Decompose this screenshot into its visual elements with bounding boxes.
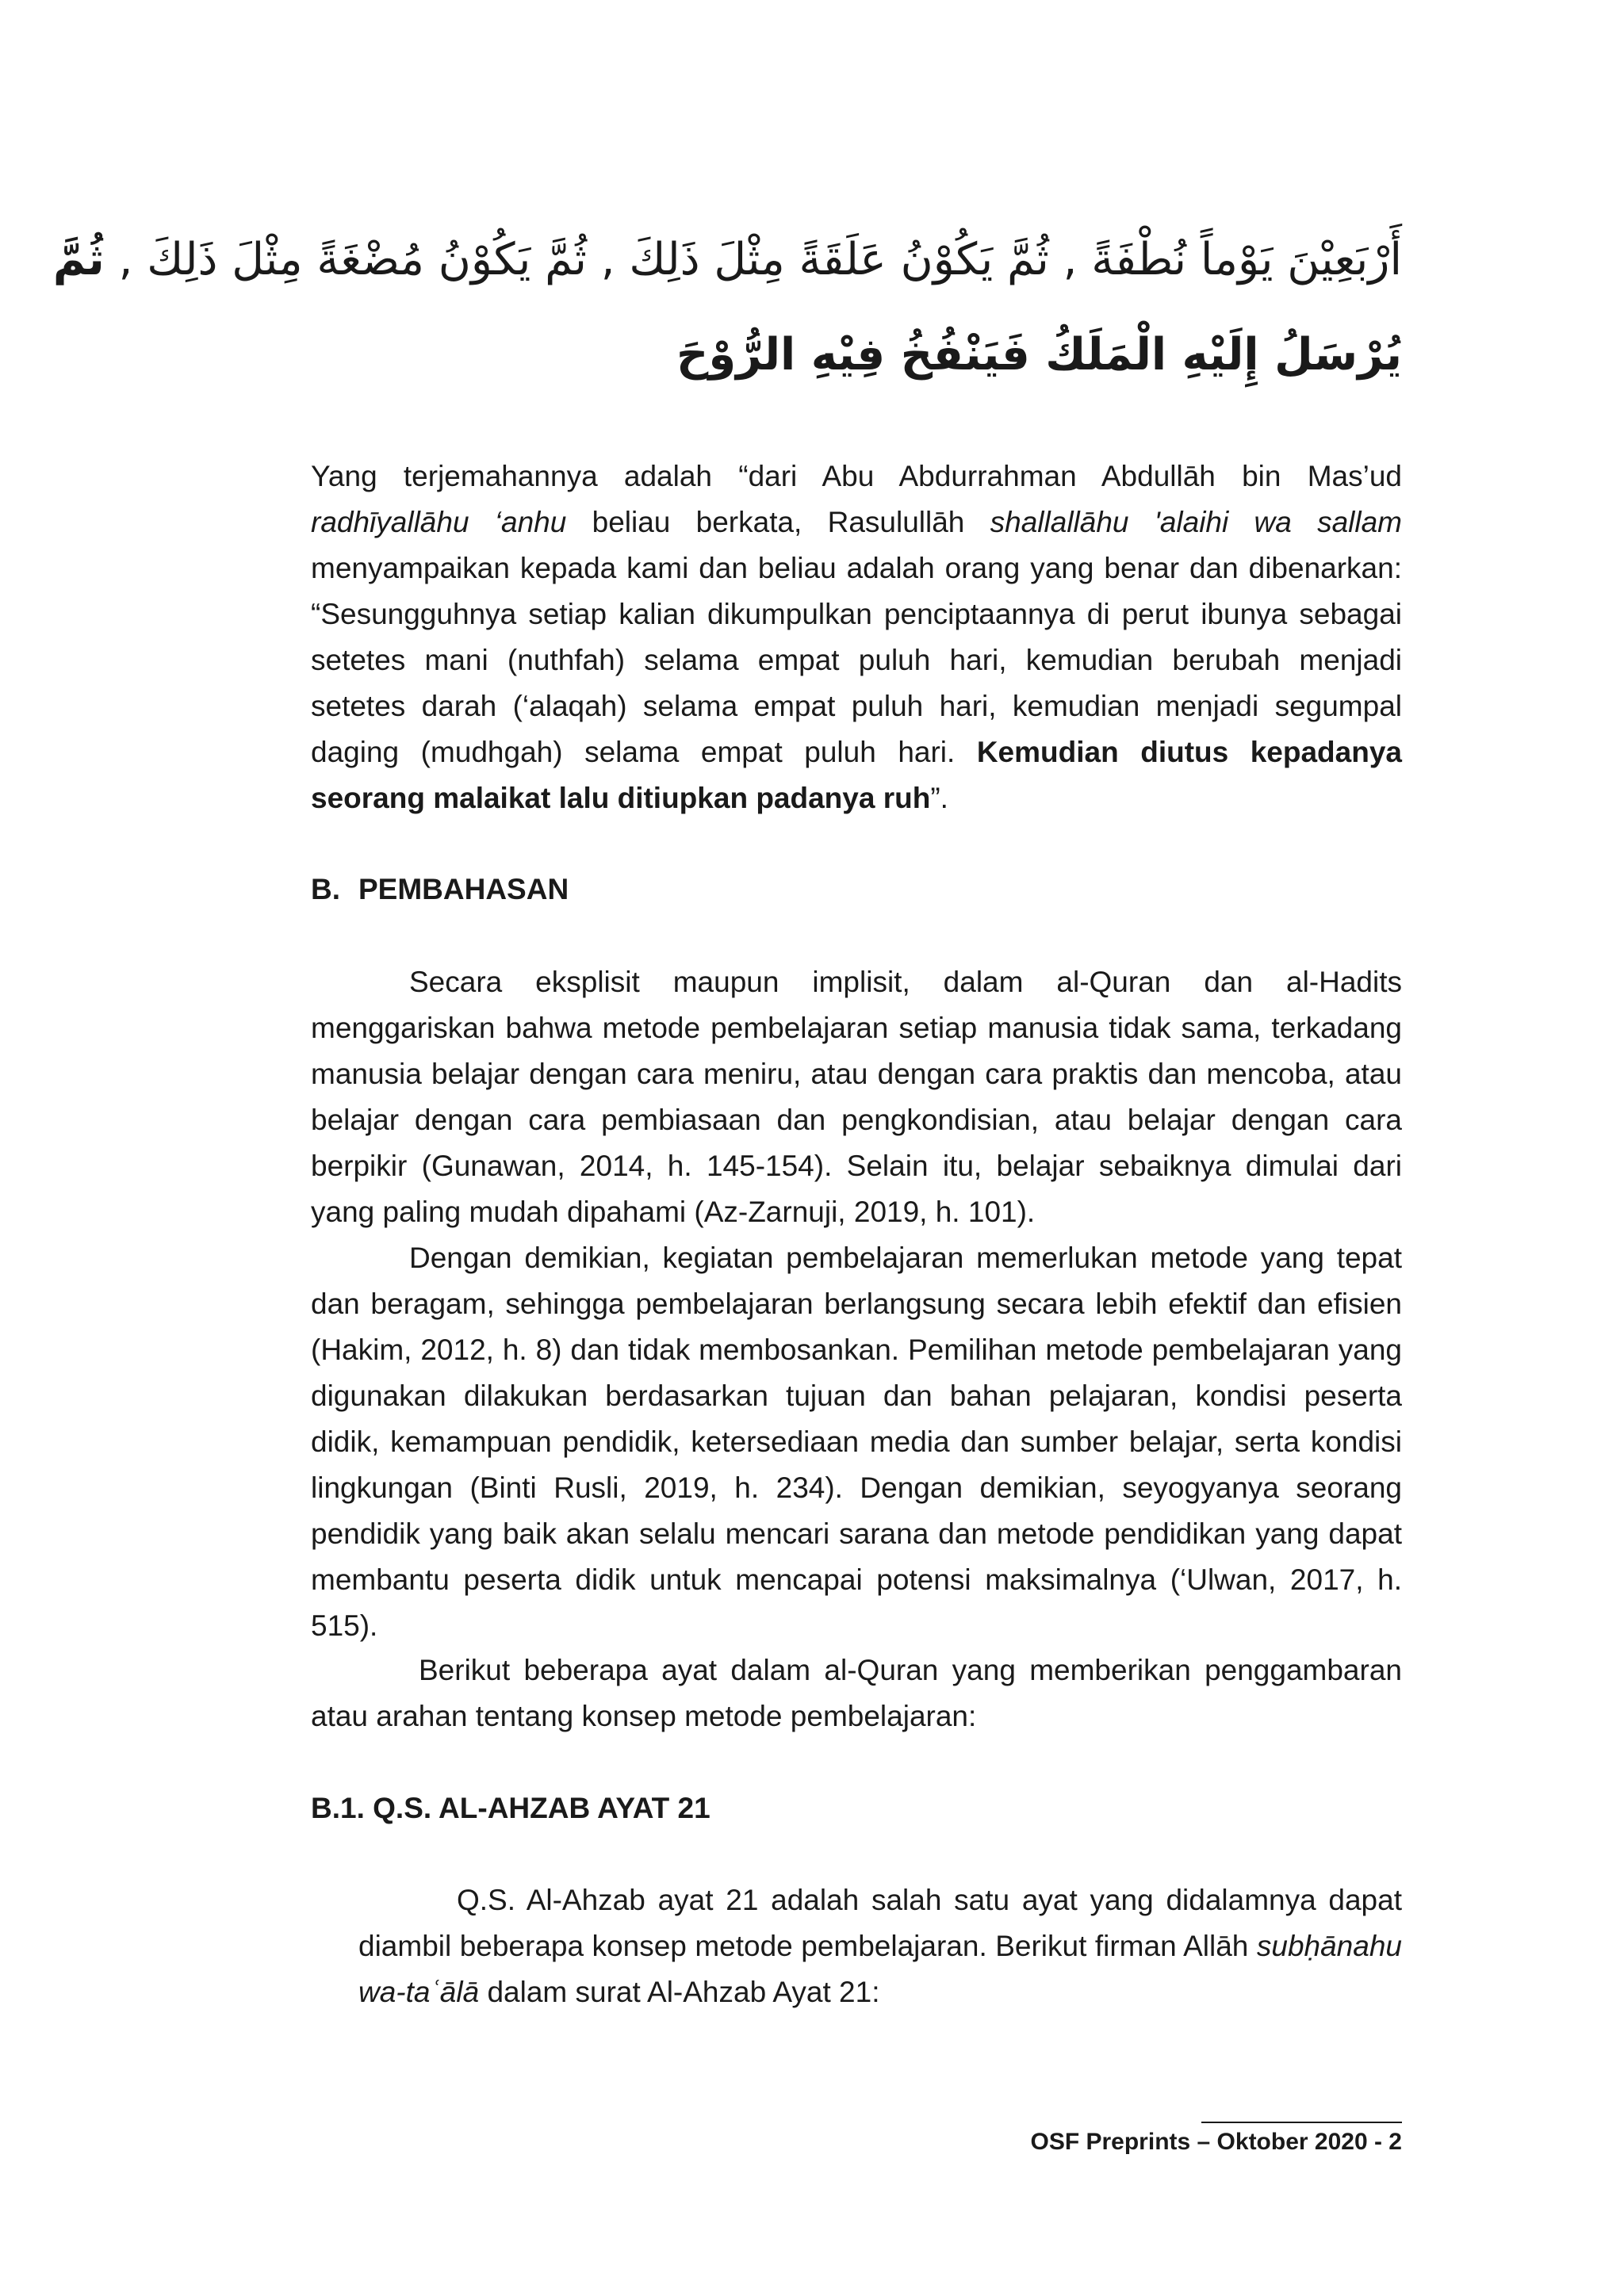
paragraph-text: Secara eksplisit maupun implisit, dalam al-Quran dan al-Hadits menggariskan bahwa metode pembelajaran setiap manusia tidak sama, terkadang manusia belajar dengan cara meniru, atau dengan cara praktis dan mencoba, atau belajar dengan cara pembiasaan dan pengkondisian, atau belajar dengan cara berpikir (Gunawan, 2014, h. 145-154). Selain itu, belajar sebaiknya dimulai dari yang paling mudah dipahami (Az-Zarnuji, 2019, h. 101).: [311, 966, 1402, 1228]
translation-text: menyampaikan kepada kami dan beliau adalah orang yang benar dan dibenarkan: “Sesungguhnya setiap kalian dikumpulkan penciptaannya di perut ibunya sebagai setetes mani (nuthfah) selama empat puluh hari, kemudian berubah menjadi setetes darah (‘alaqah) selama empat puluh hari, kemudian menjadi segumpal daging (mudhgah) selama empat puluh hari.: [311, 552, 1402, 768]
section-title: PEMBAHASAN: [358, 873, 569, 905]
body-paragraph-1: [311, 959, 1402, 1235]
translation-text: Yang terjemahannya adalah “dari Abu Abdurrahman Abdullāh bin Mas’ud: [311, 460, 1402, 492]
translation-bold-phrase: Kemudian diutus kepadanya seorang malaikat lalu ditiupkan padanya ruh: [311, 736, 1402, 814]
hadith-translation-paragraph: [311, 453, 1402, 821]
translation-text: beliau berkata, Rasulullāh: [566, 506, 990, 538]
translation-italic-phrase: radhīyallāhu ‘anhu: [311, 506, 567, 538]
arabic-line-1-end: ثُمَّ: [52, 234, 105, 285]
paragraph-text: dalam surat Al-Ahzab Ayat 21:: [479, 1976, 880, 2008]
paragraph-italic-phrase: subḥānahu wa-taʿālā: [358, 1930, 1402, 2008]
arabic-line-1-text: أَرْبَعِيْنَ يَوْماً نُطْفَةً , ثُمَّ يَكُوْنُ عَلَقَةً مِثْلَ ذَلِكَ , ثُمَّ يَكُوْنُ مُضْغَةً مِثْلَ ذَلِكَ ,: [118, 234, 1402, 285]
footer-page-label: OSF Preprints – Oktober 2020 - 2: [1030, 2129, 1402, 2155]
footer-rule: [1201, 2122, 1402, 2123]
paragraph-text: Q.S. Al-Ahzab ayat 21 adalah salah satu ayat yang didalamnya dapat diambil beberapa konsep metode pembelajaran. Berikut firman Allāh: [358, 1884, 1402, 1962]
arabic-hadith-line-2: يُرْسَلُ إِلَيْهِ الْمَلَكُ فَيَنْفُخُ فِيْهِ الرُّوْحَ: [676, 329, 1402, 381]
paragraph-text: Dengan demikian, kegiatan pembelajaran memerlukan metode yang tepat dan beragam, sehingga pembelajaran berlangsung secara lebih efektif dan efisien (Hakim, 2012, h. 8) dan tidak membosankan. Pemilihan metode pembelajaran yang digunakan dilakukan berdasarkan tujuan dan bahan pelajaran, kondisi peserta didik, kemampuan pendidik, ketersediaan media dan sumber belajar, serta kondisi lingkungan (Binti Rusli, 2019, h. 234). Dengan demikian, seyogyanya seorang pendidik yang baik akan selalu mencari sarana dan metode pendidikan yang dapat membantu peserta didik untuk mencapai potensi maksimalnya (‘Ulwan, 2017, h. 515).: [311, 1242, 1402, 1642]
translation-text: ”.: [930, 782, 948, 814]
translation-italic-phrase: shallallāhu 'alaihi wa sallam: [990, 506, 1402, 538]
body-paragraph-3: [311, 1647, 1402, 1739]
subsection-paragraph: [358, 1877, 1402, 2015]
subsection-heading-b1: B.1. Q.S. AL-AHZAB AYAT 21: [311, 1792, 710, 1824]
body-paragraph-2: [311, 1235, 1402, 1649]
section-number: B.: [311, 873, 340, 905]
arabic-hadith-line-1: [52, 234, 1402, 285]
section-heading-b: [311, 867, 569, 913]
paragraph-text: Berikut beberapa ayat dalam al-Quran yang memberikan penggambaran atau arahan tentang konsep metode pembelajaran:: [311, 1654, 1402, 1732]
